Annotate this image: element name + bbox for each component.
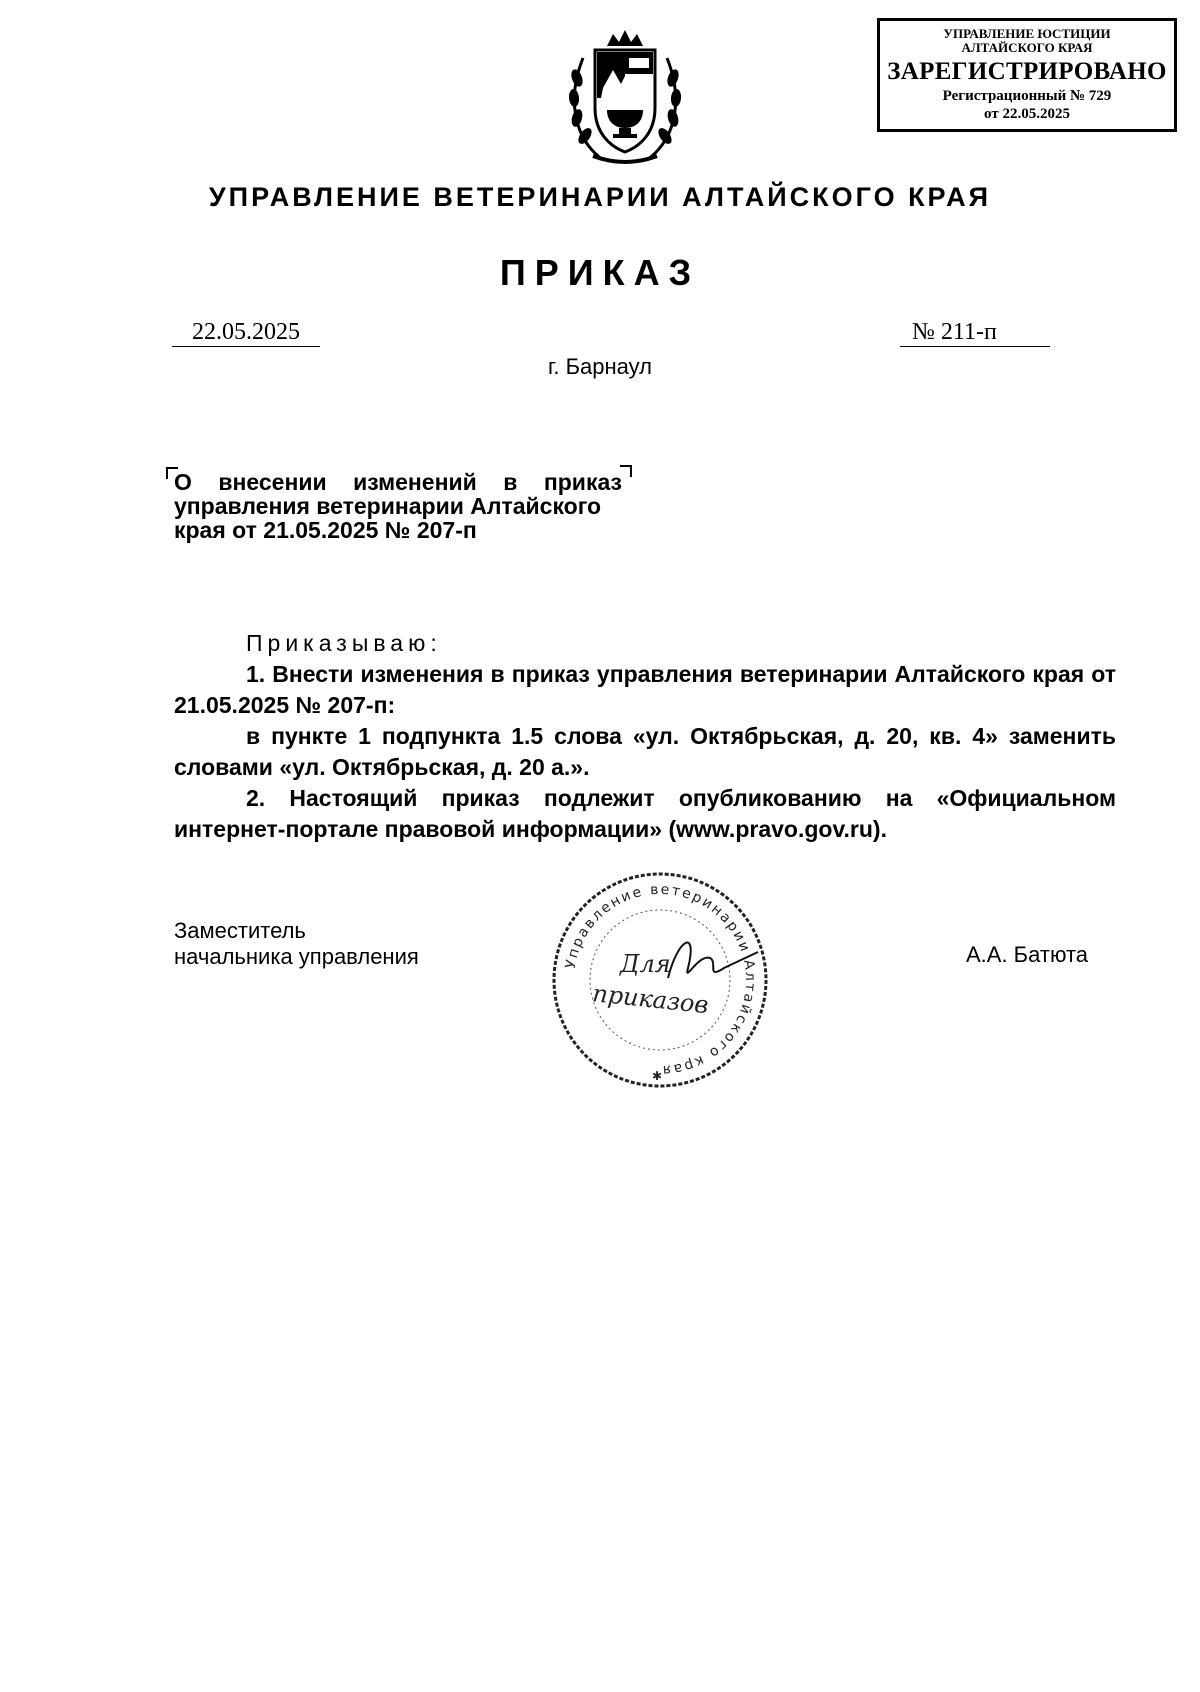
subject-word: приказ [543, 469, 622, 495]
subject-word: внесении [218, 469, 327, 495]
document-city: г. Барнаул [548, 354, 652, 379]
signatory-position [174, 918, 419, 970]
signatory-position-line2: начальника управления [174, 944, 419, 969]
document-body [174, 628, 1116, 845]
seal-ring-text: Управление ветеринарии Алтайского края [562, 881, 759, 1079]
stamp-reg-number: Регистрационный № 729 [942, 88, 1112, 104]
stamp-reg-date: от 22.05.2025 [984, 106, 1070, 122]
document-date: 22.05.2025 [172, 318, 320, 347]
seal-center-line1: Для [620, 950, 671, 978]
subject-word: О [174, 469, 192, 495]
bracket-right-icon [620, 465, 632, 477]
document-type: ПРИКАЗ [499, 252, 701, 293]
signatory-name: А.А. Батюта [966, 942, 1089, 967]
organization-title: УПРАВЛЕНИЕ ВЕТЕРИНАРИИ АЛТАЙСКОГО КРАЯ [208, 182, 992, 212]
bracket-left-icon [166, 467, 178, 479]
subject-word: изменений [353, 469, 477, 495]
subject-line3: края от 21.05.2025 № 207-п [174, 517, 477, 543]
seal-center-line2: приказов [591, 979, 710, 1020]
paragraph-1-sub: в пункте 1 подпункта 1.5 слова «ул. Октябрьская, д. 20, кв. 4» заменить словами «ул. Октябрьская, д. 20 а.». [174, 723, 1116, 780]
official-seal [548, 868, 772, 1092]
signatory-position-line1: Заместитель [174, 918, 306, 943]
subject-line2: управления ветеринарии Алтайского [174, 493, 602, 519]
seal-star-icon: ✱ [652, 1069, 663, 1083]
document-subject [174, 470, 622, 542]
coat-of-arms-icon [563, 28, 687, 168]
stamp-authority-line1: УПРАВЛЕНИЕ ЮСТИЦИИ [943, 26, 1111, 41]
paragraph-1: 1. Внести изменения в приказ управления ветеринарии Алтайского края от 21.05.2025 № 207-п: [174, 661, 1116, 718]
order-word: Приказываю: [246, 630, 442, 656]
stamp-status: ЗАРЕГИСТРИРОВАНО [887, 58, 1167, 85]
subject-line1 [174, 470, 622, 494]
paragraph-2: 2. Настоящий приказ подлежит опубликованию на «Официальном интернет-портале правовой информации» (www.pravo.gov.ru). [174, 785, 1116, 842]
subject-word: в [503, 469, 518, 495]
stamp-authority-line2: АЛТАЙСКОГО КРАЯ [961, 40, 1093, 55]
svg-text:Управление ветеринарии Алтайск [563, 882, 758, 1078]
registration-stamp [877, 18, 1177, 132]
document-number: № 211-п [900, 318, 1050, 347]
